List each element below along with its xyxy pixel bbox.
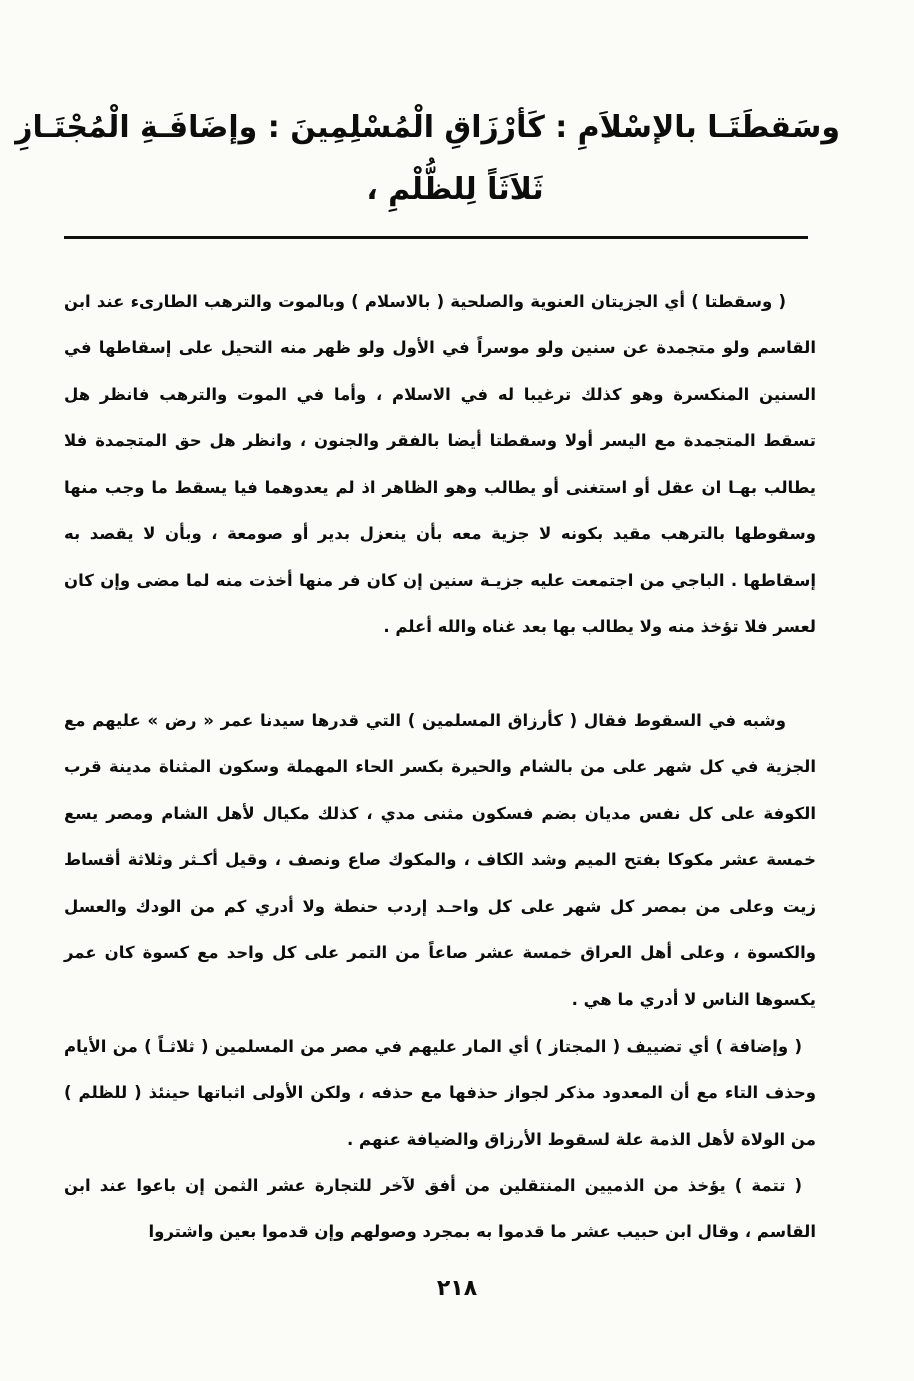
divider-rule (64, 236, 808, 239)
verse-line-1: وسَقطَتَـا بالإسْلاَمِ : كَأرْزَاقِ الْمُسْلِمِينَ : وإضَافَـةِ الْمُجْتَـازِ (15, 110, 840, 145)
commentary-paragraph-2: وشبه في السقوط فقال ( كأرزاق المسلمين ) التي قدرها سيدنا عمر « رض » عليهم مع الجزية في كل شهر على من بالشام والحيرة بكسر الحاء المهملة وسكون المثناة مدينة قرب الكوفة على كل نفس مديان بضم فسكون مثنى مدي ، كذلك مكيال لأهل الشام ومصر يسع خمسة عشر مكوكا بفتح الميم وشد الكاف ، والمكوك صاع ونصف ، وقيل أكـثر وثلاثة أقساط زيت وعلى من بمصر كل شهر على كل واحـد إردب حنطة ولا أدري كم من الودك والعسل والكسوة ، وعلى أهل العراق خمسة عشر صاعاً من التمر على كل واحد مع كسوة كان عمر يكسوها الناس لا أدري ما هي . (64, 710, 816, 1009)
verse-line-2: ثَلاَثَاً لِلظُّلْمِ ، (366, 172, 544, 207)
commentary-paragraph-3: ( وإضافة ) أي تضييف ( المجتاز ) أي المار عليهم في مصر من المسلمين ( ثلاثـاً ) من الأيام وحذف التاء مع أن المعدود مذكر لجواز حذفها مع حذفه ، ولكن الأولى اثباتها حينئذ ( للظلم ) من الولاة لأهل الذمة علة لسقوط الأرزاق والضيافة عنهم . (64, 1036, 816, 1149)
page-number: ٢١٨ (436, 1276, 478, 1301)
commentary-paragraph-1: ( وسقطتا ) أي الجزيتان العنوية والصلحية ( بالاسلام ) وبالموت والترهب الطارىء عند ابن القاسم ولو متجمدة عن سنين ولو موسراً في الأول ولو ظهر منه التحيل على إسقاطها في السنين المنكسرة وهو كذلك ترغيبا له في الاسلام ، وأما في الموت والترهب فانظر هل تسقط المتجمدة مع اليسر أولا وسقطتا أيضا بالفقر والجنون ، وانظر هل حق المتجمدة فلا يطالب بهـا ان عقل أو استغنى أو يطالب وهو الظاهر اذ لم يعدوهما فيا يسقط ما وجب منها وسقوطها بالترهب مقيد بكونه لا جزية معه بأن ينعزل بدير أو صومعة ، وبأن لا يقصد به إسقاطها . الباجي من اجتمعت عليه جزيـة سنين إن كان فر منها أخذت منه لما مضى وإن كان لعسر فلا تؤخذ منه ولا يطالب بها بعد غناه والله أعلم . (64, 291, 816, 636)
commentary-paragraph-4: ( تتمة ) يؤخذ من الذميين المنتقلين من أفق لآخر للتجارة عشر الثمن إن باعوا عند ابن القاسم ، وقال ابن حبيب عشر ما قدموا به بمجرد وصولهم وإن قدموا بعين واشتروا (64, 1175, 816, 1241)
